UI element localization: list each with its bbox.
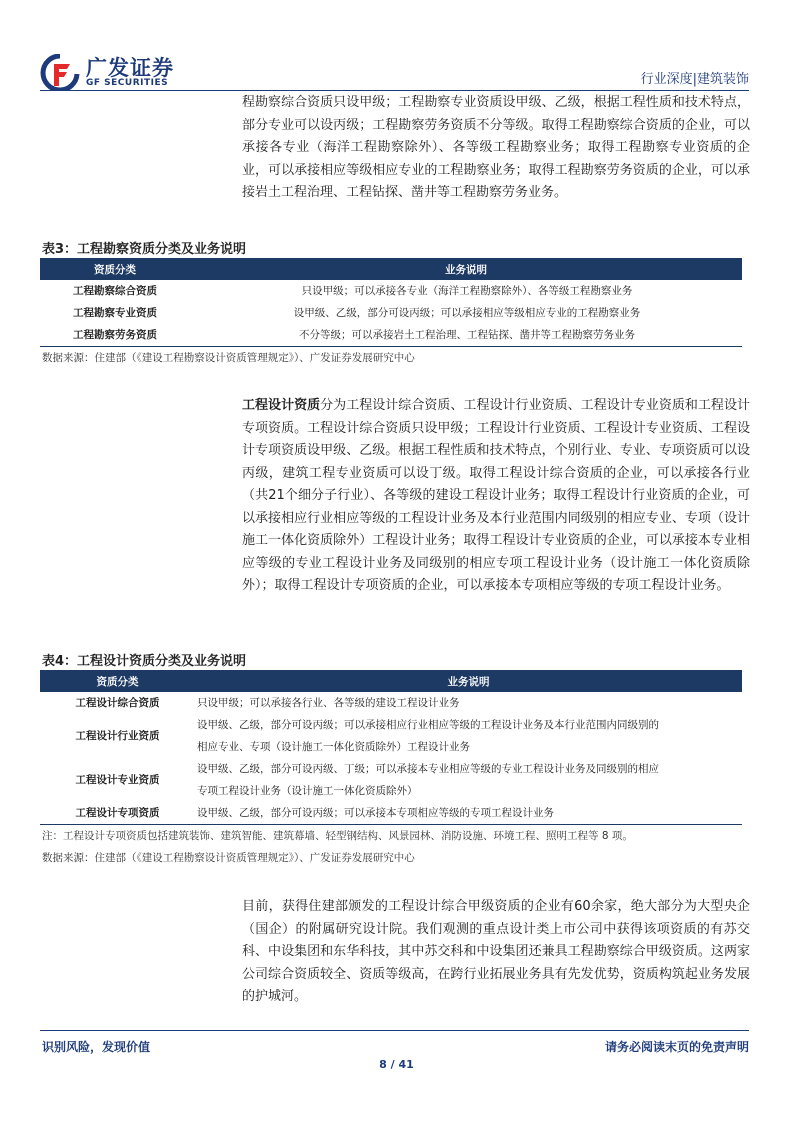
qualification-category: 工程设计行业资质 — [75, 730, 160, 742]
report-category: 行业深度|建筑装饰 — [640, 72, 749, 87]
table4-header-row — [40, 670, 742, 692]
footer-disclaimer: 请务必阅读末页的免责声明 — [604, 1040, 749, 1054]
qualification-description: 设甲级、乙级，部分可设丙级；可以承接相应等级相应专业的工程勘察业务 — [293, 307, 641, 319]
table-row — [40, 302, 742, 324]
qualification-description: 只设甲级；可以承接各专业（海洋工程勘察除外）、各等级工程勘察业务 — [301, 285, 633, 297]
table4 — [40, 670, 742, 825]
logo-chinese-name: 广发证券 — [86, 56, 174, 80]
table-row — [40, 692, 742, 714]
table4-source: 数据来源：住建部（《建设工程勘察设计资质管理规定》）、广发证券发展研究中心 — [42, 852, 415, 864]
qualification-category: 工程勘察劳务资质 — [40, 324, 190, 347]
qualification-description — [195, 802, 742, 825]
description-line: 专项工程设计业务（设计施工一体化资质除外） — [197, 785, 418, 797]
paragraph-body: 分为工程设计综合资质、工程设计行业资质、工程设计专业资质和工程设计专项资质。工程设计综合资质只设甲级；工程设计行业资质、工程设计专业资质、工程设计专项资质设甲级、乙级。根据工程性质和技术特点，个别行业、专业、专项资质可以设丙级，建筑工程专业资质可以设丁级。取得工程设计综合资质的企业，可以承接各行业（共21个细分子行业）、各等级的建设工程设计业务；取得工程设计行业资质的企业，可以承接相应行业相应等级的工程设计业务及本行业范围内同级别的相应专业、专项（设计施工一体化资质除外）工程设计业务；取得工程设计专业资质的企业，可以承接本专业相应等级的专业工程设计业务及同级别的相应专项工程设计业务（设计施工一体化资质除外）；取得工程设计专项资质的企业，可以承接本专项相应等级的专项工程设计业务。 — [242, 398, 750, 593]
table-row — [40, 802, 742, 825]
footer-divider — [40, 1030, 749, 1031]
page-number: 8 / 41 — [379, 1058, 414, 1071]
paragraph-survey-qualification: 程勘察综合资质只设甲级；工程勘察专业资质设甲级、乙级，根据工程性质和技术特点，部分专业可以设丙级；工程勘察劳务资质不分等级。取得工程勘察综合资质的企业，可以承接各专业（海洋工程勘察除外）、各等级工程勘察业务；取得工程勘察专业资质的企业，可以承接相应等级相应专业的工程勘察业务；取得工程勘察劳务资质的企业，可以承接岩土工程治理、工程钻探、凿井等工程勘察劳务业务。 — [242, 95, 750, 200]
description-line: 设甲级、乙级，部分可设丙级；可以承接本专项相应等级的专项工程设计业务 — [197, 807, 554, 819]
qualification-category: 工程勘察专业资质 — [73, 307, 157, 319]
table-row — [40, 280, 742, 302]
paragraph-lead-term: 工程设计资质 — [242, 398, 321, 413]
qualification-description — [195, 758, 742, 802]
description-line: 设甲级、乙级，部分可设丙级；可以承接相应行业相应等级的工程设计业务及本行业范围内同级别的 — [197, 719, 659, 731]
header-divider — [40, 90, 749, 91]
qualification-description: 不分等级；可以承接岩土工程治理、工程钻探、凿井等工程勘察劳务业务 — [190, 324, 742, 347]
table3-header-category: 资质分类 — [40, 258, 190, 280]
qualification-category: 工程设计综合资质 — [75, 697, 160, 709]
qualification-category: 工程设计专项资质 — [40, 802, 195, 825]
description-line: 只设甲级；可以承接各行业、各等级的建设工程设计业务 — [197, 697, 460, 709]
gf-logo-icon — [40, 54, 80, 90]
paragraph-market-status: 目前，获得住建部颁发的工程设计综合甲级资质的企业有60余家，绝大部分为大型央企（国企）的附属研究设计院。我们观测的重点设计类上市公司中获得该项资质的有苏交科、中设集团和东华科技，其中苏交科和中设集团还兼具工程勘察综合甲级资质。这两家公司综合资质较全、资质等级高，在跨行业拓展业务具有先发优势，资质构筑起业务发展的护城河。 — [242, 899, 750, 1004]
qualification-category: 工程设计专业资质 — [75, 774, 160, 786]
footer-slogan: 识别风险，发现价值 — [42, 1040, 151, 1054]
table4-title: 表4：工程设计资质分类及业务说明 — [42, 654, 247, 669]
table4-note: 注：工程设计专项资质包括建筑装饰、建筑智能、建筑幕墙、轻型钢结构、风景园林、消防设施、环境工程、照明工程等 8 项。 — [42, 830, 633, 842]
table-row — [40, 758, 742, 802]
table3 — [40, 258, 742, 347]
table3-title: 表3：工程勘察资质分类及业务说明 — [42, 242, 247, 257]
table-row — [40, 324, 742, 347]
table3-source: 数据来源：住建部（《建设工程勘察设计资质管理规定》）、广发证券发展研究中心 — [42, 352, 415, 364]
description-line: 设甲级、乙级，部分可设丙级、丁级；可以承接本专业相应等级的专业工程设计业务及同级别的相应 — [197, 763, 659, 775]
qualification-category: 工程勘察综合资质 — [73, 285, 157, 297]
paragraph-design-qualification — [242, 395, 750, 598]
qualification-description — [195, 714, 742, 758]
table4-header-category: 资质分类 — [40, 670, 195, 692]
table-row — [40, 714, 742, 758]
description-line: 相应专业、专项（设计施工一体化资质除外）工程设计业务 — [197, 741, 470, 753]
table3-header-row — [40, 258, 742, 280]
logo-english-name: GF SECURITIES — [86, 78, 169, 88]
table3-header-description: 业务说明 — [190, 258, 742, 280]
table4-header-description: 业务说明 — [195, 670, 742, 692]
qualification-description — [195, 692, 742, 714]
